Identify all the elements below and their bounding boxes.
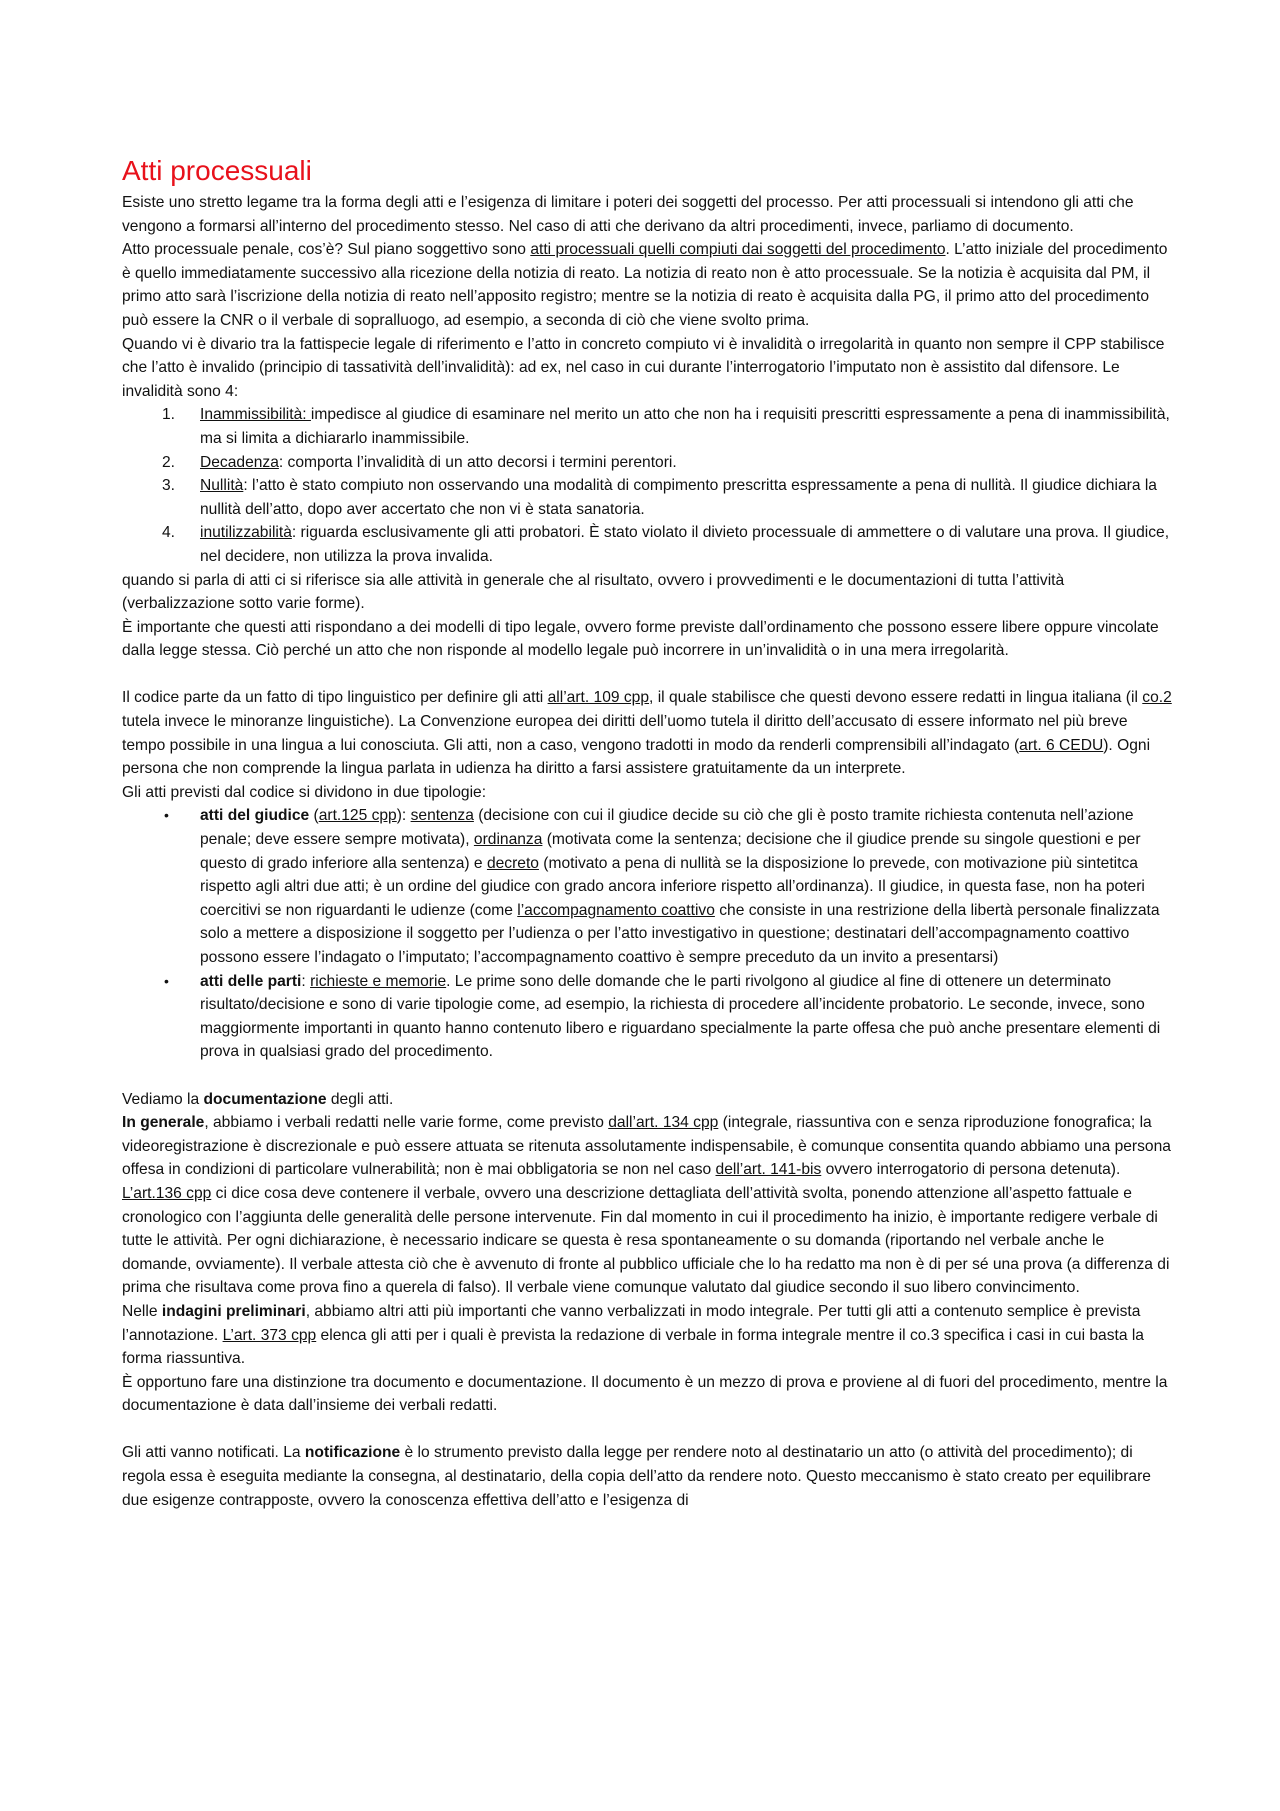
paragraph-tipologie: Gli atti previsti dal codice si dividono in due tipologie: bbox=[122, 783, 487, 801]
underlined-term: decreto bbox=[486, 854, 539, 872]
list-item: 4. inutilizzabilità: riguarda esclusivamente gli atti probatori. È stato violato il divieto processuale di ammettere o di valutare una prova. Il giudice, nel decidere, non utilizza la prova invalida. bbox=[122, 521, 1172, 568]
paragraph-atto-processuale: Atto processuale penale, cos’è? Sul piano soggettivo sono atti processuali quelli compiuti dai soggetti del procedimento. L’atto iniziale del procedimento è quello immediatamente successivo alla ricezione della notizia di reato. La notizia di reato non è atto processuale. Se la notizia è acquisita dal PM, il primo atto sarà l’iscrizione della notizia di reato nell’apposito registro; mentre se la notizia di reato è acquisita dalla PG, il primo atto del procedimento può essere la CNR o il verbale di sopralluogo, ad esempio, a seconda di ciò che viene svolto prima. bbox=[122, 241, 1168, 329]
bullet-icon: • bbox=[164, 972, 169, 989]
law-reference: dell’art. 141-bis bbox=[715, 1161, 822, 1179]
paragraph-documento-documentazione: È opportuno fare una distinzione tra documento e documentazione. Il documento è un mezzo di prova e proviene al di fuori del procedimento, mentre la documentazione è data dall’insieme dei verbali redatti. bbox=[122, 1373, 1168, 1415]
law-reference: dall’art. 134 cpp bbox=[608, 1114, 719, 1132]
law-reference: L’art. 373 cpp bbox=[222, 1326, 317, 1344]
list-number: 4. bbox=[162, 524, 176, 542]
law-reference: art. 6 CEDU bbox=[1019, 736, 1104, 754]
paragraph-gap bbox=[122, 663, 1172, 687]
underlined-term: Inammissibilità: bbox=[200, 406, 311, 424]
underlined-term: atti processuali quelli compiuti dai soggetti del procedimento bbox=[530, 241, 946, 259]
list-number: 3. bbox=[162, 477, 176, 495]
paragraph-gap bbox=[122, 1418, 1172, 1442]
underlined-term: sentenza bbox=[410, 807, 474, 825]
underlined-term: inutilizzabilità bbox=[200, 524, 292, 542]
list-item-atti-parti: • atti delle parti: richieste e memorie. Le prime sono delle domande che le parti rivolgono al giudice al fine di ottenere un determinato risultato/decisione e sono di varie tipologie come, ad esempio, la richiesta di procedere all’incidente probatorio. Le seconde, invece, sono maggiormente importanti in quanto hanno contenuto libero e riguardano specialmente la parte offesa che può anche presentare elementi di prova in qualsiasi grado del procedimento. bbox=[122, 970, 1172, 1064]
underlined-term: ordinanza bbox=[473, 831, 543, 849]
paragraph-notificazione: Gli atti vanno notificati. La notificazione è lo strumento previsto dalla legge per rendere noto al destinatario un atto (o attività del procedimento); di regola essa è eseguita mediante la consegna, al destinatario, della copia dell’atto da rendere noto. Questo meccanismo è stato creato per equilibrare due esigenze contrapposte, ovvero la conoscenza effettiva dell’atto e l’esigenza di bbox=[122, 1444, 1151, 1509]
document-page bbox=[122, 152, 1172, 1512]
paragraph-in-generale: In generale, abbiamo i verbali redatti nelle varie forme, come previsto dall’art. 134 cpp (integrale, riassuntiva con e senza riproduzione fonografica; la videoregistrazione è discrezionale e può essere attuata se ritenuta assolutamente indispensabile, è comunque consentita quando abbiamo una persona offesa in condizioni di particolare vulnerabilità; non è mai obbligatoria se non nel caso dell’art. 141-bis ovvero interrogatorio di persona detenuta). L’art.136 cpp ci dice cosa deve contenere il verbale, ovvero una descrizione dettagliata dell’attività svolta, ponendo attenzione all’aspetto fattuale e cronologico con l’aggiunta delle generalità delle persone intervenute. Fin dal momento in cui il procedimento ha inizio, è importante redigere verbale di tutte le attività. Per ogni dichiarazione, è necessario indicare se questa è resa spontaneamente o su domanda (riportando nel verbale anche le domande, ovviamente). Il verbale attesta ciò che è avvenuto di fronte al pubblico ufficiale che lo ha redatto ma non è di per sé una prova (a differenza di prima che risultava come prova fino a querela di falso). Il verbale viene comunque valutato dal giudice secondo il suo libero convincimento. bbox=[122, 1114, 1171, 1297]
law-reference: co.2 bbox=[1142, 689, 1172, 707]
paragraph-indagini-preliminari: Nelle indagini preliminari, abbiamo altri atti più importanti che vanno verbalizzati in modo integrale. Per tutti gli atti a contenuto semplice è prevista l’annotazione. L’art. 373 cpp elenca gli atti per i quali è prevista la redazione di verbale in forma integrale mentre il co.3 specifica i casi in cui basta la forma riassuntiva. bbox=[122, 1302, 1144, 1368]
paragraph-lingua: Il codice parte da un fatto di tipo linguistico per definire gli atti all’art. 109 cpp, il quale stabilisce che questi devono essere redatti in lingua italiana (il co.2 tutela invece le minoranze linguistiche). La Convenzione europea dei diritti dell’uomo tutela il diritto dell’accusato di essere informato nel più breve tempo possibile in una lingua a lui conosciuta. Gli atti, non a caso, vengono tradotti in modo da renderli comprensibili all’indagato (art. 6 CEDU). Ogni persona che non comprende la lingua parlata in udienza ha diritto a farsi assistere gratuitamente da un interprete. bbox=[122, 689, 1172, 778]
law-reference: L’art.136 cpp bbox=[122, 1184, 212, 1202]
list-item-atti-giudice: • atti del giudice (art.125 cpp): sentenza (decisione con cui il giudice decide su ciò che gli è posto tramite richiesta contenuta nell’azione penale; deve essere sempre motivata), ordinanza (motivata come la sentenza; decisione che il giudice prende su singole questioni e per questo di grado inferiore alla sentenza) e decreto (motivato a pena di nullità se la disposizione lo prevede, con motivazione più sintetitca rispetto agli altri due atti; è un ordine del giudice con grado ancora inferiore rispetto all’ordinanza). Il giudice, in questa fase, non ha poteri coercitivi se non riguardanti le udienze (come l’accompagnamento coattivo che consiste in una restrizione della libertà personale finalizzata solo a mettere a disposizione il soggetto per l’udienza o per l’atto investigativo in questione; destinatari dell’accompagnamento coattivo possono essere l’indagato o l’imputato; l’accompagnamento coattivo è sempre preceduto da un invito a presentarsi) bbox=[122, 804, 1172, 969]
law-reference: all’art. 109 cpp bbox=[547, 689, 650, 707]
page-title: Atti processuali bbox=[122, 155, 312, 186]
list-item: 1. Inammissibilità: impedisce al giudice di esaminare nel merito un atto che non ha i requisiti prescritti espressamente a pena di inammissibilità, ma si limita a dichiararlo inammissibile. bbox=[122, 403, 1172, 450]
paragraph-modelli-legali: È importante che questi atti rispondano a dei modelli di tipo legale, ovvero forme previste dall’ordinamento che possono essere libere oppure vincolate dalla legge stessa. Ciò perché un atto che non risponde al modello legale può incorrere in un’invalidità o in una mera irregolarità. bbox=[122, 618, 1159, 660]
paragraph-intro: Esiste uno stretto legame tra la forma degli atti e l’esigenza di limitare i poteri dei soggetti del processo. Per atti processuali si intendono gli atti che vengono a formarsi all’interno del procedimento stesso. Nel caso di atti che derivano da altri procedimenti, invece, parliamo di documento. bbox=[122, 194, 1134, 235]
paragraph-invalidita: Quando vi è divario tra la fattispecie legale di riferimento e l’atto in concreto compiuto vi è invalidità o irregolarità in quanto non sempre il CPP stabilisce che l’atto è invalido (principio di tassatività dell’invalidità): ad ex, nel caso in cui durante l’interrogatorio l’imputato non è assistito dal difensore. Le invalidità sono 4: bbox=[122, 335, 1165, 400]
list-number: 2. bbox=[162, 453, 176, 471]
paragraph-documentazione: Vediamo la documentazione degli atti. bbox=[122, 1090, 394, 1108]
underlined-term: richieste e memorie bbox=[310, 972, 447, 990]
paragraph-attivita: quando si parla di atti ci si riferisce sia alle attività in generale che al risultato, ovvero i provvedimenti e le documentazioni di tutta l’attività (verbalizzazione sotto varie forme). bbox=[122, 571, 1065, 613]
list-item: 3. Nullità: l’atto è stato compiuto non osservando una modalità di compimento prescritta espressamente a pena di nullità. Il giudice dichiara la nullità dell’atto, dopo aver accertato che non vi è stata sanatoria. bbox=[122, 474, 1172, 521]
invalidita-list bbox=[122, 403, 1172, 568]
tipologie-list bbox=[122, 804, 1172, 1064]
underlined-term: Nullità bbox=[200, 477, 244, 495]
bullet-icon: • bbox=[164, 807, 169, 824]
law-reference: art.125 cpp bbox=[318, 807, 397, 825]
underlined-term: Decadenza bbox=[200, 453, 279, 471]
paragraph-gap bbox=[122, 1064, 1172, 1088]
list-number: 1. bbox=[162, 406, 176, 424]
underlined-term: l’accompagnamento coattivo bbox=[517, 901, 715, 919]
list-item: 2. Decadenza: comporta l’invalidità di un atto decorsi i termini perentori. bbox=[122, 451, 1172, 475]
